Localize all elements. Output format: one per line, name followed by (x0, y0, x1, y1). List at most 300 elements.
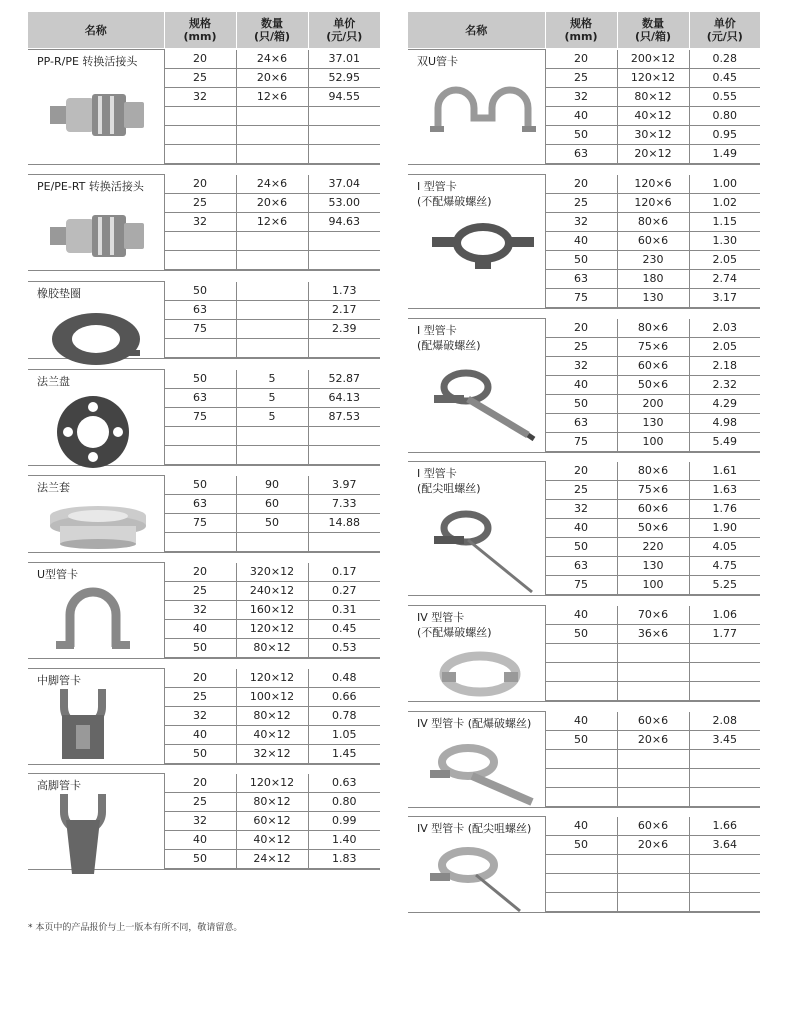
cell-price: 1.06 (689, 606, 760, 625)
cell-price: 2.05 (689, 337, 760, 356)
table-row (28, 774, 380, 793)
cell-spec (545, 768, 617, 787)
cell-price (308, 426, 380, 445)
cell-price (689, 681, 760, 700)
cell-spec (164, 144, 236, 163)
cell-price: 4.29 (689, 394, 760, 413)
cell-price: 0.31 (308, 600, 380, 619)
product-name: I 型管卡 (配尖咀螺丝) (417, 467, 481, 495)
cell-spec: 75 (164, 407, 236, 426)
cell-spec (164, 338, 236, 357)
cell-spec: 75 (545, 288, 617, 307)
cell-qty: 20×12 (617, 144, 689, 163)
product-name-cell (408, 462, 545, 595)
cell-price: 52.95 (308, 68, 380, 87)
cell-price: 94.63 (308, 212, 380, 231)
cell-spec: 63 (164, 494, 236, 513)
cell-spec (545, 892, 617, 911)
cell-price: 2.03 (689, 319, 760, 338)
cell-spec (164, 445, 236, 464)
cell-price: 0.27 (308, 581, 380, 600)
product-name-cell (408, 319, 545, 452)
cell-qty: 50×6 (617, 375, 689, 394)
product-name: 法兰套 (37, 481, 70, 494)
high-foot-pipe-clip-image (48, 790, 118, 879)
cell-spec: 63 (545, 269, 617, 288)
cell-spec: 20 (164, 175, 236, 194)
cell-price (689, 768, 760, 787)
product-name-cell (28, 282, 164, 358)
cell-qty (236, 426, 308, 445)
cell-qty: 120×12 (236, 619, 308, 638)
cell-price: 1.05 (308, 725, 380, 744)
cell-spec: 32 (164, 811, 236, 830)
product-name: 法兰盘 (37, 375, 70, 388)
cell-qty (236, 125, 308, 144)
product-name: 中脚管卡 (37, 674, 81, 687)
cell-spec: 32 (164, 600, 236, 619)
cell-qty: 60×12 (236, 811, 308, 830)
cell-price: 7.33 (308, 494, 380, 513)
cell-price: 0.66 (308, 687, 380, 706)
table-row (28, 50, 380, 69)
cell-qty: 200×12 (617, 50, 689, 69)
cell-qty: 70×6 (617, 606, 689, 625)
product-name: PE/PE-RT 转换活接头 (37, 180, 144, 193)
product-name: I 型管卡 (配爆破螺丝) (417, 324, 481, 352)
cell-spec: 40 (545, 231, 617, 250)
cell-qty: 5 (236, 407, 308, 426)
cell-price: 4.98 (689, 413, 760, 432)
header-name: 名称 (28, 12, 164, 48)
i-pipe-clip-spike-image (428, 508, 538, 597)
cell-price (308, 144, 380, 163)
product-name: IV 型管卡 (不配爆破螺丝) (417, 611, 492, 639)
iv-pipe-clip-bolt-image (428, 740, 538, 813)
cell-price: 2.05 (689, 250, 760, 269)
cell-price (308, 338, 380, 357)
cell-spec: 40 (545, 106, 617, 125)
table-row (28, 476, 380, 495)
cell-qty: 80×6 (617, 462, 689, 481)
cell-qty: 60×6 (617, 712, 689, 731)
cell-price: 2.08 (689, 712, 760, 731)
flange-sleeve-image (48, 502, 148, 553)
cell-qty: 20×6 (236, 68, 308, 87)
cell-price (308, 250, 380, 269)
product-name: 橡胶垫圈 (37, 287, 81, 300)
cell-qty (236, 532, 308, 551)
cell-qty: 40×12 (236, 830, 308, 849)
u-pipe-clip-image (48, 587, 138, 660)
product-section (408, 174, 760, 309)
flange-plate-image (48, 394, 138, 473)
cell-price: 0.80 (689, 106, 760, 125)
cell-price: 1.49 (689, 144, 760, 163)
cell-qty: 180 (617, 269, 689, 288)
cell-qty: 5 (236, 370, 308, 389)
cell-qty: 100×12 (236, 687, 308, 706)
cell-qty (617, 749, 689, 768)
cell-price: 1.15 (689, 212, 760, 231)
cell-spec: 20 (545, 175, 617, 194)
cell-spec (545, 787, 617, 806)
cell-price: 1.61 (689, 462, 760, 481)
cell-spec: 40 (545, 712, 617, 731)
table-row (28, 370, 380, 389)
cell-qty: 160×12 (236, 600, 308, 619)
cell-price: 87.53 (308, 407, 380, 426)
cell-price (308, 231, 380, 250)
cell-spec: 63 (545, 556, 617, 575)
cell-spec: 25 (164, 687, 236, 706)
product-name: I 型管卡 (不配爆破螺丝) (417, 180, 492, 208)
cell-qty (617, 768, 689, 787)
table-row (408, 462, 760, 481)
header-name: 名称 (408, 12, 545, 48)
cell-spec: 40 (164, 725, 236, 744)
cell-price: 37.01 (308, 50, 380, 69)
cell-spec: 32 (545, 499, 617, 518)
product-section (28, 562, 380, 659)
cell-qty (236, 282, 308, 301)
table-row (28, 175, 380, 194)
cell-qty: 130 (617, 413, 689, 432)
table-row (408, 175, 760, 194)
cell-qty: 50 (236, 513, 308, 532)
product-name: U型管卡 (37, 568, 79, 581)
cell-qty: 80×6 (617, 319, 689, 338)
cell-qty: 220 (617, 537, 689, 556)
product-section (408, 816, 760, 913)
cell-qty: 20×6 (617, 835, 689, 854)
cell-price: 5.49 (689, 432, 760, 451)
cell-spec: 32 (164, 87, 236, 106)
product-name-cell (408, 712, 545, 807)
cell-qty: 240×12 (236, 581, 308, 600)
cell-price (689, 662, 760, 681)
cell-price (689, 749, 760, 768)
rubber-gasket-image (48, 306, 144, 375)
mid-foot-pipe-clip-image (48, 685, 118, 764)
cell-price: 0.53 (308, 638, 380, 657)
cell-qty (236, 106, 308, 125)
cell-price: 1.76 (689, 499, 760, 518)
product-section (408, 461, 760, 596)
cell-qty (236, 319, 308, 338)
cell-spec (545, 643, 617, 662)
cell-spec: 50 (545, 394, 617, 413)
cell-spec: 20 (164, 563, 236, 582)
cell-price: 2.32 (689, 375, 760, 394)
table-row (408, 606, 760, 625)
cell-spec: 20 (545, 462, 617, 481)
cell-spec (545, 662, 617, 681)
cell-price: 2.17 (308, 300, 380, 319)
cell-qty (236, 250, 308, 269)
cell-price: 1.00 (689, 175, 760, 194)
cell-spec: 50 (545, 624, 617, 643)
cell-price: 1.63 (689, 480, 760, 499)
cell-spec (545, 681, 617, 700)
cell-qty (617, 681, 689, 700)
i-pipe-clip-bolt-image (428, 365, 538, 448)
product-name: IV 型管卡 (配尖咀螺丝) (417, 822, 532, 835)
cell-price (308, 532, 380, 551)
cell-qty: 80×12 (236, 638, 308, 657)
product-name: PP-R/PE 转换活接头 (37, 55, 138, 68)
cell-spec (545, 854, 617, 873)
cell-price: 94.55 (308, 87, 380, 106)
cell-qty: 60×6 (617, 356, 689, 375)
cell-qty: 24×6 (236, 50, 308, 69)
cell-spec: 50 (164, 476, 236, 495)
footnote: * 本页中的产品报价与上一版本有所不同，敬请留意。 (28, 923, 243, 933)
cell-spec (545, 749, 617, 768)
cell-spec: 25 (164, 581, 236, 600)
cell-spec: 20 (164, 669, 236, 688)
cell-price (689, 892, 760, 911)
cell-qty: 75×6 (617, 480, 689, 499)
cell-qty: 80×12 (236, 706, 308, 725)
cell-qty: 90 (236, 476, 308, 495)
i-pipe-clip-image (428, 221, 538, 274)
cell-price: 2.18 (689, 356, 760, 375)
cell-spec: 32 (545, 87, 617, 106)
header-spec: 规格 (mm) (545, 12, 617, 48)
product-section (408, 605, 760, 702)
cell-spec: 40 (164, 619, 236, 638)
header-price: 单价 (元/只) (689, 12, 760, 48)
cell-price: 1.77 (689, 624, 760, 643)
cell-qty: 20×6 (236, 193, 308, 212)
cell-spec: 50 (545, 537, 617, 556)
cell-spec: 20 (545, 50, 617, 69)
cell-price: 1.30 (689, 231, 760, 250)
cell-price (689, 643, 760, 662)
table-row (28, 282, 380, 301)
cell-spec: 25 (545, 193, 617, 212)
table-row (408, 319, 760, 338)
cell-qty: 200 (617, 394, 689, 413)
cell-spec: 25 (545, 68, 617, 87)
header-price: 单价 (元/只) (308, 12, 380, 48)
cell-price: 0.99 (308, 811, 380, 830)
cell-spec: 25 (545, 480, 617, 499)
table-row (28, 563, 380, 582)
cell-price: 0.80 (308, 792, 380, 811)
cell-qty (617, 892, 689, 911)
cell-spec: 50 (164, 638, 236, 657)
product-section (408, 711, 760, 808)
cell-spec: 50 (164, 370, 236, 389)
cell-price: 1.45 (308, 744, 380, 763)
cell-qty: 120×12 (236, 774, 308, 793)
cell-qty (617, 662, 689, 681)
cell-price: 37.04 (308, 175, 380, 194)
cell-qty: 130 (617, 556, 689, 575)
cell-price: 0.95 (689, 125, 760, 144)
union-fitting-image (48, 205, 148, 270)
cell-price (308, 106, 380, 125)
union-fitting-image (48, 84, 148, 149)
cell-qty: 40×12 (617, 106, 689, 125)
header-qty: 数量 (只/箱) (236, 12, 308, 48)
cell-spec: 25 (164, 792, 236, 811)
header-spec: 规格 (mm) (164, 12, 236, 48)
cell-spec: 40 (164, 830, 236, 849)
product-section (28, 773, 380, 870)
cell-qty: 32×12 (236, 744, 308, 763)
cell-spec: 20 (164, 50, 236, 69)
cell-spec: 63 (164, 300, 236, 319)
cell-spec: 50 (545, 835, 617, 854)
cell-qty (617, 643, 689, 662)
product-name-cell (28, 50, 164, 164)
cell-qty (236, 445, 308, 464)
cell-spec: 20 (545, 319, 617, 338)
cell-price: 52.87 (308, 370, 380, 389)
cell-price: 2.74 (689, 269, 760, 288)
cell-spec (164, 125, 236, 144)
cell-price: 3.97 (308, 476, 380, 495)
cell-qty: 30×12 (617, 125, 689, 144)
product-section (28, 369, 380, 466)
cell-spec: 32 (545, 356, 617, 375)
product-name: 高脚管卡 (37, 779, 81, 792)
cell-spec: 75 (164, 513, 236, 532)
cell-qty: 100 (617, 432, 689, 451)
cell-price: 1.66 (689, 817, 760, 836)
cell-price: 0.45 (308, 619, 380, 638)
iv-pipe-clip-spike-image (428, 845, 538, 918)
cell-price: 0.55 (689, 87, 760, 106)
cell-spec (164, 532, 236, 551)
product-section (28, 668, 380, 765)
cell-spec: 40 (545, 817, 617, 836)
cell-qty: 120×6 (617, 175, 689, 194)
cell-qty: 80×12 (617, 87, 689, 106)
cell-qty: 130 (617, 288, 689, 307)
cell-price (689, 787, 760, 806)
cell-price: 3.45 (689, 730, 760, 749)
left-header (28, 12, 380, 48)
product-name-cell (28, 563, 164, 658)
cell-qty: 12×6 (236, 212, 308, 231)
cell-spec: 32 (545, 212, 617, 231)
cell-spec (164, 106, 236, 125)
iv-pipe-clip-image (428, 650, 532, 709)
cell-qty: 24×6 (236, 175, 308, 194)
cell-spec: 32 (164, 212, 236, 231)
product-name-cell (28, 774, 164, 869)
cell-qty (236, 144, 308, 163)
cell-spec: 63 (164, 388, 236, 407)
cell-qty: 60×6 (617, 817, 689, 836)
product-name-cell (408, 817, 545, 912)
cell-price: 1.02 (689, 193, 760, 212)
cell-spec: 63 (545, 144, 617, 163)
cell-qty: 60 (236, 494, 308, 513)
cell-spec: 75 (545, 575, 617, 594)
cell-price: 0.78 (308, 706, 380, 725)
cell-spec: 50 (545, 250, 617, 269)
cell-qty: 20×6 (617, 730, 689, 749)
cell-price: 3.17 (689, 288, 760, 307)
cell-price: 2.39 (308, 319, 380, 338)
product-section (28, 49, 380, 165)
cell-price: 5.25 (689, 575, 760, 594)
cell-spec (164, 231, 236, 250)
product-section (28, 475, 380, 553)
cell-qty: 230 (617, 250, 689, 269)
cell-spec: 25 (164, 193, 236, 212)
cell-price: 1.90 (689, 518, 760, 537)
cell-spec: 40 (545, 375, 617, 394)
product-section (408, 49, 760, 165)
cell-spec: 50 (164, 849, 236, 868)
cell-spec: 50 (164, 282, 236, 301)
product-name-cell (408, 175, 545, 308)
cell-spec: 40 (545, 518, 617, 537)
product-section (28, 174, 380, 271)
table-row (408, 50, 760, 69)
cell-spec: 20 (164, 774, 236, 793)
cell-spec: 50 (164, 744, 236, 763)
cell-qty: 80×12 (236, 792, 308, 811)
product-section (408, 318, 760, 453)
product-name-cell (28, 370, 164, 465)
cell-price: 0.48 (308, 669, 380, 688)
cell-spec: 25 (164, 68, 236, 87)
product-section (28, 281, 380, 359)
product-name: 双U管卡 (417, 55, 459, 68)
cell-qty: 320×12 (236, 563, 308, 582)
product-name: IV 型管卡 (配爆破螺丝) (417, 717, 532, 730)
cell-spec: 75 (545, 432, 617, 451)
cell-spec (545, 873, 617, 892)
cell-qty: 120×6 (617, 193, 689, 212)
cell-qty (617, 787, 689, 806)
cell-qty: 50×6 (617, 518, 689, 537)
table-row (408, 712, 760, 731)
cell-qty (236, 231, 308, 250)
cell-price: 1.73 (308, 282, 380, 301)
cell-spec: 63 (545, 413, 617, 432)
cell-price (689, 873, 760, 892)
cell-price: 3.64 (689, 835, 760, 854)
cell-qty (236, 300, 308, 319)
cell-spec: 75 (164, 319, 236, 338)
cell-qty: 60×6 (617, 499, 689, 518)
cell-qty: 60×6 (617, 231, 689, 250)
cell-price: 0.45 (689, 68, 760, 87)
table-row (408, 817, 760, 836)
right-header (408, 12, 760, 48)
cell-qty: 120×12 (617, 68, 689, 87)
cell-price (308, 445, 380, 464)
cell-spec: 50 (545, 125, 617, 144)
cell-spec: 25 (545, 337, 617, 356)
cell-qty (617, 854, 689, 873)
cell-price (308, 125, 380, 144)
cell-qty: 120×12 (236, 669, 308, 688)
cell-price: 14.88 (308, 513, 380, 532)
cell-spec (164, 250, 236, 269)
cell-qty: 12×6 (236, 87, 308, 106)
product-name-cell (408, 50, 545, 164)
cell-price: 0.17 (308, 563, 380, 582)
